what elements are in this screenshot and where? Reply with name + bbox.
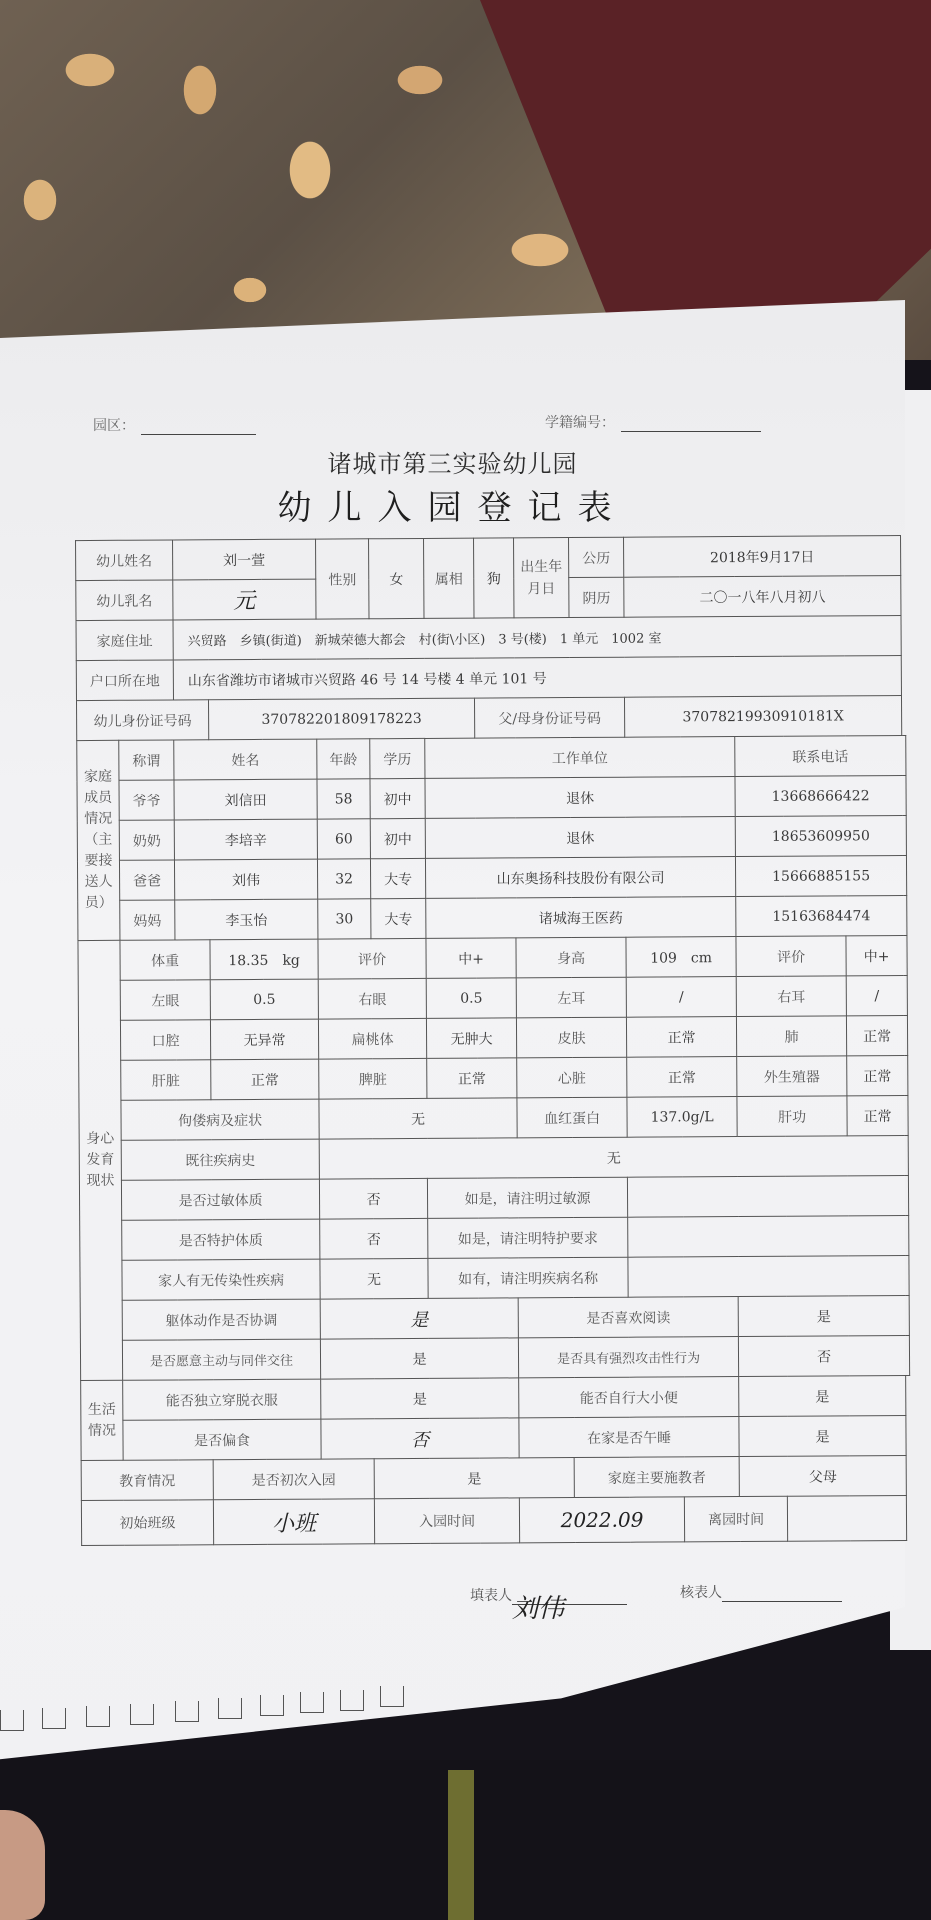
family-phone[interactable]: 13668666422 xyxy=(735,775,906,816)
allergy-note-label: 如是，请注明过敏源 xyxy=(427,1177,627,1218)
reading-value[interactable]: 是 xyxy=(738,1295,909,1336)
liver-value[interactable]: 正常 xyxy=(211,1059,319,1100)
hukou-value[interactable]: 山东省潍坊市诸城市兴贸路 46 号 14 号楼 4 单元 101 号 xyxy=(173,656,901,700)
dress-value[interactable]: 是 xyxy=(321,1378,519,1419)
tonsil-value[interactable]: 无肿大 xyxy=(426,1018,516,1059)
right-ear-value[interactable]: / xyxy=(846,975,907,1015)
reviewer-field xyxy=(680,1582,842,1602)
class-label: 初始班级 xyxy=(81,1500,213,1546)
weight-eval-label: 评价 xyxy=(318,938,426,979)
right-eye-value[interactable]: 0.5 xyxy=(426,978,516,1019)
reviewer-input[interactable] xyxy=(722,1585,842,1602)
social-label: 是否愿意主动与同伴交往 xyxy=(122,1339,320,1380)
infectious-value[interactable]: 无 xyxy=(320,1258,428,1299)
form-title: 幼儿入园登记表 xyxy=(277,488,628,528)
weight-value[interactable]: 18.35 kg xyxy=(210,939,318,980)
family-work[interactable]: 诸城海王医药 xyxy=(426,897,736,939)
left-ear-value[interactable]: / xyxy=(626,977,736,1018)
family-name[interactable]: 李玉怡 xyxy=(175,899,318,940)
table-row xyxy=(79,1135,908,1180)
dress-label: 能否独立穿脱衣服 xyxy=(123,1379,321,1420)
rickets-label: 佝偻病及症状 xyxy=(121,1099,319,1140)
student-id-input[interactable] xyxy=(621,417,761,432)
family-age[interactable]: 32 xyxy=(318,859,371,899)
name-value[interactable]: 刘一萱 xyxy=(173,539,316,580)
nickname-value[interactable]: 元 xyxy=(173,579,316,620)
coordination-label: 躯体动作是否协调 xyxy=(122,1299,320,1340)
educator-label: 家庭主要施教者 xyxy=(574,1457,739,1498)
heart-value[interactable]: 正常 xyxy=(627,1057,737,1098)
family-phone[interactable]: 15163684474 xyxy=(736,895,907,936)
table-row xyxy=(78,975,907,1020)
left-eye-value[interactable]: 0.5 xyxy=(210,979,318,1020)
right-ear-label: 右耳 xyxy=(736,976,846,1017)
aggressive-value[interactable]: 否 xyxy=(738,1335,909,1376)
tonsil-label: 扁桃体 xyxy=(318,1018,426,1059)
history-value[interactable]: 无 xyxy=(319,1135,908,1179)
table-row xyxy=(77,815,906,860)
first-time-value[interactable]: 是 xyxy=(374,1458,574,1499)
family-name[interactable]: 刘信田 xyxy=(174,779,317,820)
genital-label: 外生殖器 xyxy=(737,1056,847,1097)
address-value[interactable]: 兴贸路 乡镇(街道) 新城荣德大都会 村(街\小区) 3 号(楼) 1 单元 1002 室 xyxy=(173,616,901,660)
child-id-label: 幼儿身份证号码 xyxy=(76,700,208,741)
toilet-label: 能否自行大小便 xyxy=(519,1377,739,1418)
spleen-value[interactable]: 正常 xyxy=(427,1058,517,1099)
reading-label: 是否喜欢阅读 xyxy=(518,1297,738,1338)
hemoglobin-label: 血红蛋白 xyxy=(517,1097,627,1138)
family-work[interactable]: 山东奥扬科技股份有限公司 xyxy=(425,857,735,899)
child-id-value[interactable]: 370782201809178223 xyxy=(208,698,474,740)
infectious-label: 家人有无传染性疾病 xyxy=(122,1259,320,1300)
table-row xyxy=(78,935,907,980)
education-section-label: 教育情况 xyxy=(81,1460,213,1501)
health-section-label: 身心发育现状 xyxy=(78,940,123,1380)
lunar-value[interactable]: 二〇一八年八月初八 xyxy=(624,576,901,618)
first-time-label: 是否初次入园 xyxy=(213,1459,374,1500)
rickets-value[interactable]: 无 xyxy=(319,1098,517,1139)
table-row xyxy=(79,1175,908,1220)
special-note-value[interactable] xyxy=(628,1215,909,1257)
nickname-label: 幼儿乳名 xyxy=(76,580,173,621)
zodiac-value[interactable]: 狗 xyxy=(474,538,514,618)
history-label: 既往疾病史 xyxy=(121,1139,319,1180)
family-relation: 奶奶 xyxy=(119,820,174,860)
family-work[interactable]: 退休 xyxy=(425,817,735,859)
infectious-note-value[interactable] xyxy=(628,1255,909,1297)
picky-value[interactable]: 否 xyxy=(321,1418,519,1459)
family-age[interactable]: 60 xyxy=(317,819,370,859)
leave-value[interactable] xyxy=(787,1496,906,1542)
family-relation: 爷爷 xyxy=(119,780,174,820)
skin-value[interactable]: 正常 xyxy=(626,1017,736,1058)
filler-input[interactable] xyxy=(512,1588,627,1624)
leave-label: 离园时间 xyxy=(684,1496,787,1542)
family-col-name: 姓名 xyxy=(174,739,317,780)
table-row xyxy=(81,1495,910,1545)
campus-label: 园区： xyxy=(93,418,135,434)
school-name: 诸城市第三实验幼儿园 xyxy=(327,450,578,478)
table-row xyxy=(81,1455,910,1500)
aggressive-label: 是否具有强烈攻击性行为 xyxy=(518,1337,738,1378)
height-eval-label: 评价 xyxy=(736,936,846,977)
filler-field xyxy=(470,1585,627,1624)
reviewer-label: 核表人 xyxy=(680,1585,722,1601)
table-row xyxy=(77,855,906,900)
solar-value[interactable]: 2018年9月17日 xyxy=(624,536,901,578)
table-row xyxy=(79,1095,908,1140)
height-label: 身高 xyxy=(516,937,626,978)
address-label: 家庭住址 xyxy=(76,620,173,661)
table-row xyxy=(76,536,905,581)
family-age[interactable]: 58 xyxy=(317,779,370,819)
family-col-age: 年龄 xyxy=(317,739,370,779)
lung-label: 肺 xyxy=(736,1016,846,1057)
right-eye-label: 右眼 xyxy=(318,978,426,1019)
campus-field xyxy=(93,415,256,435)
social-value[interactable]: 是 xyxy=(320,1338,518,1379)
family-education[interactable]: 大专 xyxy=(371,898,426,938)
spleen-label: 脾脏 xyxy=(319,1058,427,1099)
solar-label: 公历 xyxy=(569,537,624,577)
lung-value[interactable]: 正常 xyxy=(846,1015,907,1055)
table-row xyxy=(77,775,906,820)
allergy-label: 是否过敏体质 xyxy=(121,1179,319,1220)
family-relation: 爸爸 xyxy=(119,860,174,900)
picky-label: 是否偏食 xyxy=(123,1419,321,1460)
table-row xyxy=(80,1255,909,1300)
table-row xyxy=(77,735,906,780)
liver-func-label: 肝功 xyxy=(737,1096,847,1137)
genital-value[interactable]: 正常 xyxy=(847,1055,908,1095)
nap-label: 在家是否午睡 xyxy=(519,1417,739,1458)
family-phone[interactable]: 15666885155 xyxy=(735,855,906,896)
family-relation: 妈妈 xyxy=(120,900,175,940)
hukou-label: 户口所在地 xyxy=(76,660,173,701)
table-row xyxy=(81,1375,910,1420)
infectious-note-label: 如有，请注明疾病名称 xyxy=(428,1257,628,1298)
filler-signature: 刘伟 xyxy=(512,1594,565,1624)
coordination-value[interactable]: 是 xyxy=(320,1298,518,1339)
family-phone[interactable]: 18653609950 xyxy=(735,815,906,856)
heart-label: 心脏 xyxy=(517,1057,627,1098)
class-value[interactable]: 小班 xyxy=(213,1499,374,1545)
table-row xyxy=(81,1415,910,1460)
gender-label: 性别 xyxy=(316,539,369,619)
parent-id-label: 父/母身份证号码 xyxy=(475,697,625,738)
hemoglobin-value[interactable]: 137.0g/L xyxy=(627,1097,737,1138)
family-col-phone: 联系电话 xyxy=(735,735,906,776)
name-label: 幼儿姓名 xyxy=(76,540,173,581)
mouth-label: 口腔 xyxy=(120,1020,210,1061)
allergy-note-value[interactable] xyxy=(627,1175,908,1217)
table-row xyxy=(80,1215,909,1260)
gender-value[interactable]: 女 xyxy=(369,538,424,618)
table-row xyxy=(76,656,905,701)
liver-func-value[interactable]: 正常 xyxy=(847,1095,908,1135)
height-value[interactable]: 109 cm xyxy=(626,937,736,978)
zodiac-label: 属相 xyxy=(424,538,474,618)
table-row xyxy=(76,616,905,661)
family-work[interactable]: 退休 xyxy=(425,777,735,819)
entry-label: 入园时间 xyxy=(374,1498,519,1544)
left-eye-label: 左眼 xyxy=(120,980,210,1021)
family-col-education: 学历 xyxy=(370,738,425,778)
left-ear-label: 左耳 xyxy=(516,977,626,1018)
table-row xyxy=(79,1055,908,1100)
table-row xyxy=(80,1335,909,1380)
family-col-work: 工作单位 xyxy=(425,737,735,779)
filler-label: 填表人 xyxy=(470,1588,512,1604)
family-education[interactable]: 大专 xyxy=(370,858,425,898)
nap-value[interactable]: 是 xyxy=(739,1416,906,1457)
table-row xyxy=(80,1295,909,1340)
entry-value[interactable]: 2022.09 xyxy=(519,1497,684,1543)
life-section-label: 生活情况 xyxy=(81,1380,123,1460)
underlying-form-edge xyxy=(0,1690,560,1760)
special-note-label: 如是，请注明特护要求 xyxy=(428,1217,628,1258)
skin-label: 皮肤 xyxy=(516,1017,626,1058)
family-education[interactable]: 初中 xyxy=(370,778,425,818)
table-row xyxy=(78,895,907,940)
registration-table xyxy=(75,535,911,1546)
parent-id-value[interactable]: 37078219930910181X xyxy=(625,696,902,738)
family-section-label: 家庭成员情况（主要接送人员） xyxy=(77,740,120,940)
height-eval-value[interactable]: 中+ xyxy=(846,935,907,975)
special-label: 是否特护体质 xyxy=(122,1219,320,1260)
allergy-value[interactable]: 否 xyxy=(319,1178,427,1219)
weight-label: 体重 xyxy=(120,940,210,981)
family-name[interactable]: 李培辛 xyxy=(174,819,317,860)
campus-input[interactable] xyxy=(141,420,256,435)
family-age[interactable]: 30 xyxy=(318,899,371,939)
table-row xyxy=(78,1015,907,1060)
special-value[interactable]: 否 xyxy=(320,1218,428,1259)
family-name[interactable]: 刘伟 xyxy=(174,859,317,900)
student-id-field xyxy=(545,412,761,432)
family-col-relation: 称谓 xyxy=(119,740,174,780)
educator-value[interactable]: 父母 xyxy=(739,1456,906,1497)
liver-label: 肝脏 xyxy=(121,1060,211,1101)
background-strip xyxy=(448,1770,474,1920)
table-row xyxy=(76,696,905,741)
weight-eval-value[interactable]: 中+ xyxy=(426,938,516,979)
birth-label: 出生年月日 xyxy=(514,538,569,618)
toilet-value[interactable]: 是 xyxy=(739,1376,906,1417)
family-education[interactable]: 初中 xyxy=(370,818,425,858)
mouth-value[interactable]: 无异常 xyxy=(210,1019,318,1060)
student-id-label: 学籍编号： xyxy=(545,415,615,431)
lunar-label: 阴历 xyxy=(569,577,624,617)
